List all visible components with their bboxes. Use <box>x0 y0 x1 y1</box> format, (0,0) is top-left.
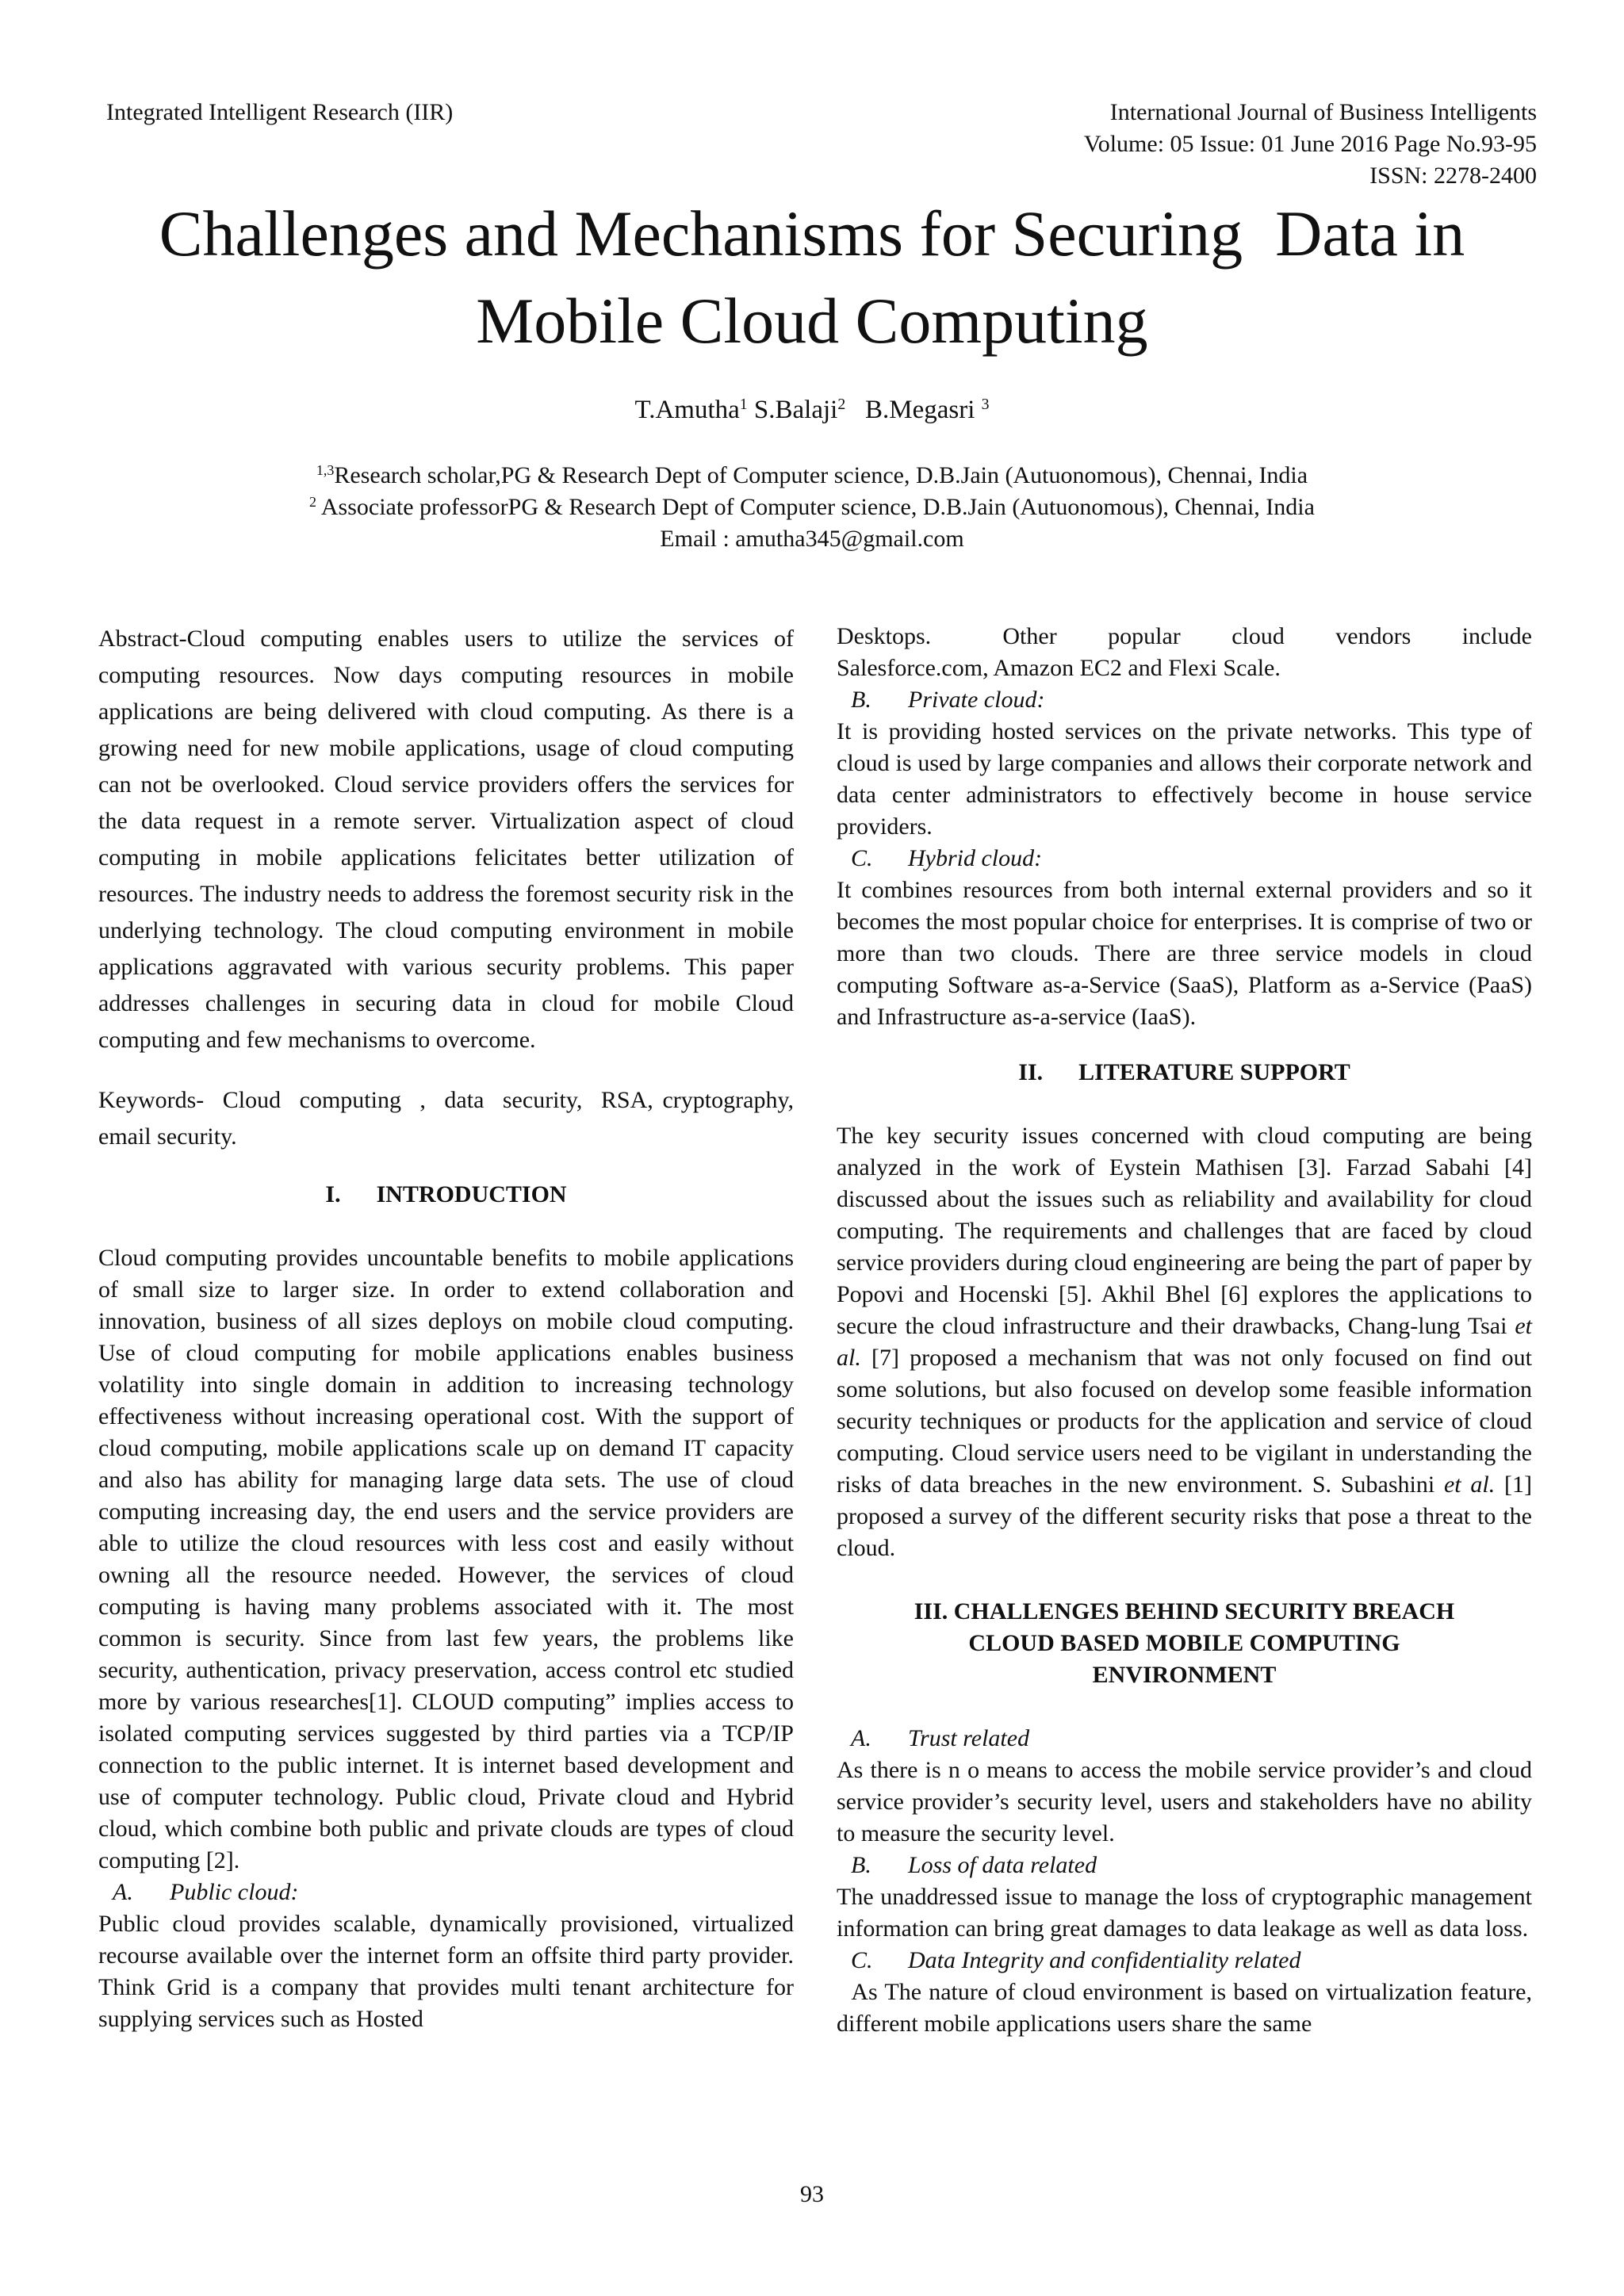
title-line-1: Challenges and Mechanisms for Securing Data in <box>159 197 1465 270</box>
author-list <box>0 392 1624 427</box>
subsection-hybrid-cloud: C. Hybrid cloud: <box>851 845 1043 871</box>
author-1: T.Amutha <box>634 396 740 424</box>
section-heading-literature: II. LITERATURE SUPPORT <box>1018 1059 1350 1085</box>
affiliation-1: $^{1,3}$Research scholar,PG & Research Dept of Computer science, D.B.Jain (Autuonomous), Chennai, India <box>316 462 1308 488</box>
volume-issue: Volume: 05 Issue: 01 June 2016 Page No.93-95 <box>1083 131 1537 157</box>
journal-name: International Journal of Business Intelligents <box>1109 99 1537 125</box>
subsection-loss-of-data: B. Loss of data related <box>851 1852 1097 1878</box>
author-3: B.Megasri <box>864 396 975 424</box>
issn: ISSN: 2278-2400 <box>1369 163 1537 189</box>
subsection-private-cloud: B. Private cloud: <box>851 687 1045 713</box>
author-2-affil: 2 <box>837 396 846 414</box>
continued-text: Desktops. Other popular cloud vendors include Salesforce.com, Amazon EC2 and Flexi Scale. <box>837 623 1538 681</box>
trust-text: As there is n o means to access the mobile service provider’s and cloud service provider’s security level, users and stakeholders have no ability to measure the security level. <box>837 1757 1532 1846</box>
contact-email: Email : amutha345@gmail.com <box>660 526 964 552</box>
subsection-integrity: C. Data Integrity and confidentiality related <box>851 1947 1301 1973</box>
author-1-affil: 1 <box>739 396 748 414</box>
title-line-2: Mobile Cloud Computing <box>476 285 1148 357</box>
running-header-left: Integrated Intelligent Research (IIR) <box>106 99 454 125</box>
author-2: S.Balaji <box>753 396 838 424</box>
section-heading-challenges: III. CHALLENGES BEHIND SECURITY BREACH CLOUD BASED MOBILE COMPUTING ENVIRONMENT <box>914 1598 1455 1688</box>
introduction-text: Cloud computing provides uncountable benefits to mobile applications of small size to larger size. In order to extend collaboration and innovation, business of all sizes deploys on mobile cloud computing. Use of cloud computing for mobile applications enables business volatility into single domain in addition to increasing technology effectiveness without increasing operational cost. With the support of cloud computing, mobile applications scale up on demand IT capacity and also has ability for managing large data sets. The use of cloud computing increasing day, the end users and the service providers are able to utilize the cloud resources with less cost and easily without owning all the resource needed. However, the services of cloud computing is having many problems associated with it. The most common is security. Since from last few years, the problems like security, authentication, privacy preservation, access control etc studied more by various researches[1]. CLOUD computing” implies access to isolated computing services suggested by third parties via a TCP/IP connection to the public internet. It is internet based development and use of computer technology. Public cloud, Private cloud and Hybrid cloud, which combine both public and private clouds are types of cloud computing [2]. <box>98 1245 794 1873</box>
literature-text: The key security issues concerned with cloud computing are being analyzed in the work of Eystein Mathisen [3]. Farzad Sabahi [4] discussed about the issues such as reliability and availability for cloud computing. The requirements and challenges that are faced by cloud service providers during cloud engineering are being the part of paper by Popovi and Hocenski [5]. Akhil Bhel [6] explores the applications to secure the cloud infrastructure and their drawbacks, Chang-lung Tsai et al. [7] proposed a mechanism that was not only focused on find out some solutions, but also focused on develop some feasible information security techniques or products for the application and service of cloud computing. Cloud service users need to be vigilant in understanding the risks of data breaches in the new environment. S. Subashini et al. [1] proposed a survey of the different security risks that pose a threat to the cloud. <box>837 1123 1532 1561</box>
hybrid-cloud-text: It combines resources from both internal external providers and so it becomes the most popular choice for enterprises. It is comprise of two or more than two clouds. There are three service models in cloud computing Software as-a-Service (SaaS), Platform as a-Service (PaaS) and Infrastructure as-a-service (IaaS). <box>837 877 1532 1030</box>
subsection-public-cloud: A. Public cloud: <box>113 1879 299 1905</box>
affiliations <box>0 460 1624 555</box>
running-header-right <box>744 97 1537 192</box>
loss-of-data-text: The unaddressed issue to manage the loss of cryptographic management information can bring great damages to data leakage as well as data loss. <box>837 1884 1532 1942</box>
paper-title <box>0 190 1624 365</box>
section-heading-introduction: I. INTRODUCTION <box>325 1181 567 1207</box>
abstract: Abstract-Cloud computing enables users to utilize the services of computing resources. Now days computing resources in mobile applications are being delivered with cloud computing. As there is a growing need for new mobile applications, usage of cloud computing can not be overlooked. Cloud service providers offers the services for the data request in a remote server. Virtualization aspect of cloud computing in mobile applications felicitates better utilization of resources. The industry needs to address the foremost security risk in the underlying technology. The cloud computing environment in mobile applications aggravated with various security problems. This paper addresses challenges in securing data in cloud for mobile Cloud computing and few mechanisms to overcome. <box>98 626 794 1053</box>
left-column <box>98 621 800 2035</box>
public-cloud-text: Public cloud provides scalable, dynamically provisioned, virtualized recourse available over the internet form an offsite third party provider. Think Grid is a company that provides multi tenant architecture for supplying services such as Hosted <box>98 1911 794 2032</box>
private-cloud-text: It is providing hosted services on the private networks. This type of cloud is used by large companies and allows their corporate network and data center administrators to effectively become in house service providers. <box>837 718 1532 840</box>
affiliation-2: $^2$ Associate professorPG & Research Dept of Computer science, D.B.Jain (Autuonomous), Chennai, India <box>309 494 1315 520</box>
keywords: Keywords- Cloud computing , data security, RSA, cryptography, email security. <box>98 1087 800 1150</box>
page-number: 93 <box>800 2181 824 2207</box>
right-column <box>837 621 1538 2040</box>
integrity-text: As The nature of cloud environment is based on virtualization feature, different mobile applications users share the same <box>837 1979 1538 2037</box>
subsection-trust: A. Trust related <box>851 1725 1030 1751</box>
author-3-affil: 3 <box>981 396 990 414</box>
